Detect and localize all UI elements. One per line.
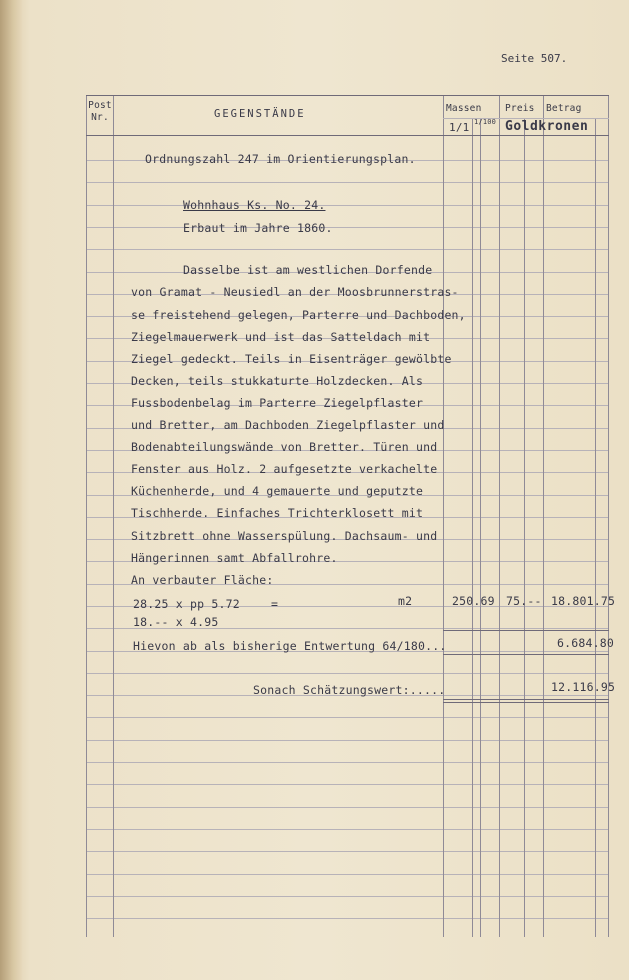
header-massen-whole: 1/1 <box>449 121 470 134</box>
header-post-nr: Post Nr. <box>88 100 112 123</box>
ruled-line <box>86 851 609 852</box>
calc-line-1: 28.25 x pp 5.72 <box>133 597 240 611</box>
total-betrag: 12.116.95 <box>551 680 616 694</box>
line-erbaut: Erbaut im Jahre 1860. <box>183 221 333 235</box>
description-line: und Bretter, am Dachboden Ziegelpflaster und <box>131 418 445 432</box>
description-line: Hängerinnen samt Abfallrohre. <box>131 551 338 565</box>
deduction-betrag: 6.684.80 <box>557 636 614 650</box>
ruled-line <box>86 740 609 741</box>
deduction-label: Hievon ab als bisherige Entwertung 64/180... <box>133 639 447 653</box>
ruled-line <box>86 717 609 718</box>
calc-preis: 75.-- <box>506 594 542 608</box>
calc-unit: m2 <box>398 594 413 608</box>
ruled-line <box>86 762 609 763</box>
line-ordnungszahl: Ordnungszahl 247 im Orientierungsplan. <box>145 152 416 166</box>
ruled-line <box>86 182 609 183</box>
header-preis: Preis <box>505 103 535 114</box>
ruled-line <box>86 205 609 206</box>
calc-massen: 250.69 <box>452 594 495 608</box>
line-verbaute-flaeche: An verbauter Fläche: <box>131 573 274 587</box>
header-massen-fraction: 1/100 <box>474 118 497 126</box>
ruled-line <box>86 673 609 674</box>
total-label: Sonach Schätzungswert:..... <box>253 683 446 697</box>
ruled-line <box>86 829 609 830</box>
calc-line-2: 18.-- x 4.95 <box>133 615 219 629</box>
description-line: Tischherde. Einfaches Trichterklosett mit <box>131 506 424 520</box>
header-currency: Goldkronen <box>505 119 589 134</box>
calc-betrag: 18.801.75 <box>551 594 616 608</box>
description-line: Dasselbe ist am westlichen Dorfende <box>183 263 433 277</box>
ruled-line <box>86 874 609 875</box>
header-massen: Massen <box>446 103 482 114</box>
header-gegenstaende: GEGENSTÄNDE <box>214 108 306 120</box>
page-number: Seite 507. <box>501 52 568 65</box>
calc-equals: = <box>271 597 279 611</box>
page-binding <box>0 0 22 980</box>
description-line: Decken, teils stukkaturte Holzdecken. Als <box>131 374 424 388</box>
ruled-line <box>86 896 609 897</box>
ruled-line <box>86 249 609 250</box>
ruled-line <box>86 918 609 919</box>
ruled-line <box>86 807 609 808</box>
description-line: Ziegel gedeckt. Teils in Eisenträger gewölbte <box>131 352 452 366</box>
description-line: Ziegelmauerwerk und ist das Satteldach mit <box>131 330 431 344</box>
description-line: Küchenherde, und 4 gemauerte und geputzte <box>131 484 424 498</box>
ruled-line <box>86 227 609 228</box>
description-line: Fenster aus Holz. 2 aufgesetzte verkachelte <box>131 462 438 476</box>
description-line: Fussbodenbelag im Parterre Ziegelpflaster <box>131 396 424 410</box>
header-betrag: Betrag <box>546 103 582 114</box>
description-line: von Gramat - Neusiedl an der Moosbrunnerstras- <box>131 285 459 299</box>
description-line: Bodenabteilungswände von Bretter. Türen und <box>131 440 438 454</box>
line-wohnhaus: Wohnhaus Ks. No. 24. <box>183 198 326 212</box>
ruled-line <box>86 784 609 785</box>
description-line: se freistehend gelegen, Parterre und Dachboden, <box>131 308 466 322</box>
description-line: Sitzbrett ohne Wasserspülung. Dachsaum- und <box>131 529 438 543</box>
